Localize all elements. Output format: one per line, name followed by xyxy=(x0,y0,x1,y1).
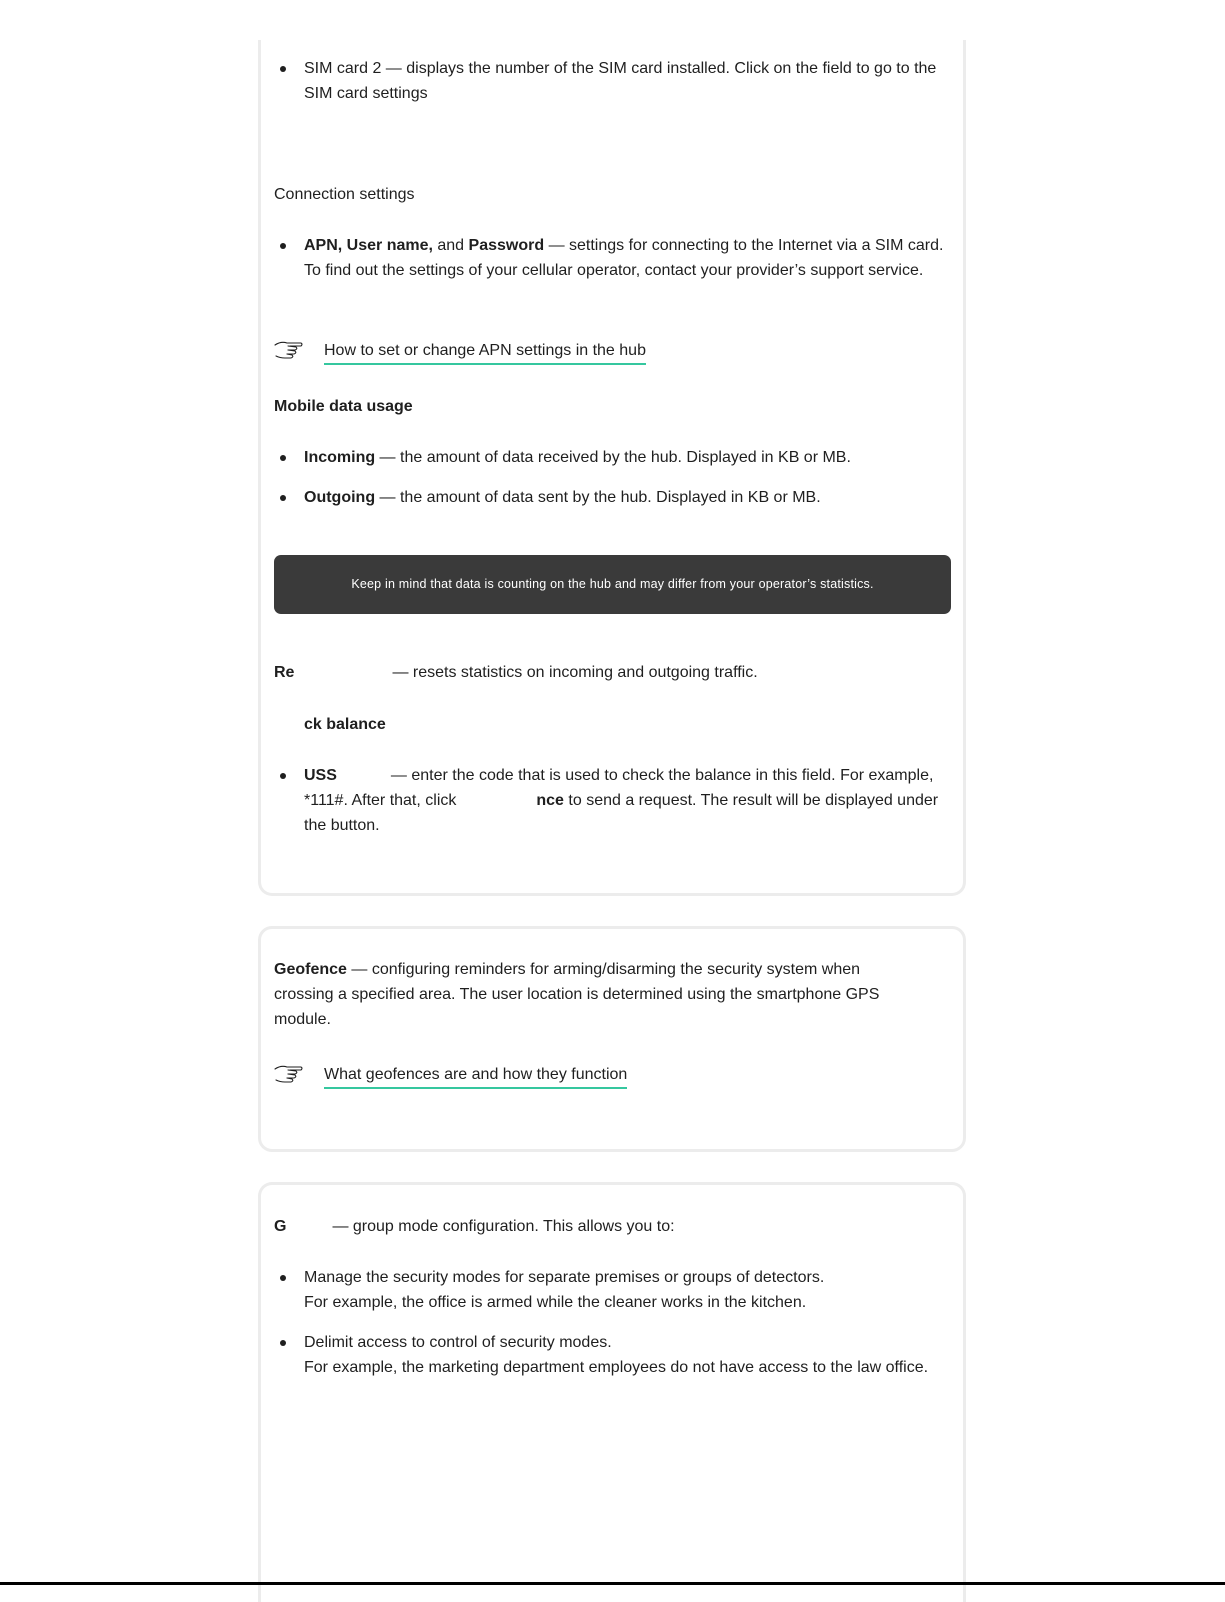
incoming-description: — the amount of data received by the hub. Displayed in KB or MB. xyxy=(375,449,851,466)
delimit-access-example: For example, the marketing department employees do not have access to the law office. xyxy=(304,1359,929,1376)
bullet-icon xyxy=(280,243,286,249)
reset-label: Re xyxy=(274,664,295,681)
bullet-icon xyxy=(280,495,286,501)
reset-statistics-row xyxy=(274,660,758,685)
sim2-description: — displays the number of the SIM card installed. Click on the field to go to the SIM card settings xyxy=(304,60,937,102)
ussd-description: — enter the code that is used to check the balance in this field. For example, *111#. After that, click xyxy=(304,767,934,809)
geofence-paragraph xyxy=(274,957,924,1032)
apn-settings-link[interactable]: How to set or change APN settings in the hub xyxy=(324,338,646,365)
bullet-icon xyxy=(280,773,286,779)
manage-modes-text: Manage the security modes for separate premises or groups of detectors. xyxy=(304,1269,825,1286)
bullet-icon xyxy=(280,1275,286,1281)
incoming-label: Incoming xyxy=(304,449,376,466)
mobile-data-usage-heading: Mobile data usage xyxy=(274,398,413,415)
pointing-hand-icon xyxy=(274,338,304,364)
ussd-description-end: to send a request. The result will be displayed under the button. xyxy=(304,792,939,834)
groups-card xyxy=(258,1182,966,1602)
geofence-link[interactable]: What geofences are and how they function xyxy=(324,1062,627,1089)
reset-description: — resets statistics on incoming and outgoing traffic. xyxy=(392,664,758,681)
apn-and: and xyxy=(432,237,469,254)
delimit-access-text: Delimit access to control of security modes. xyxy=(304,1334,612,1351)
pointing-hand-icon xyxy=(274,1062,304,1088)
bullet-icon xyxy=(280,455,286,461)
connection-settings-heading: Connection settings xyxy=(274,186,415,203)
groups-description: — group mode configuration. This allows you to: xyxy=(332,1218,675,1235)
manage-modes-example: For example, the office is armed while the cleaner works in the kitchen. xyxy=(304,1294,807,1311)
geofence-label: Geofence xyxy=(274,961,347,978)
groups-paragraph xyxy=(274,1214,675,1239)
outgoing-label: Outgoing xyxy=(304,489,376,506)
sim2-label: SIM card 2 xyxy=(304,60,382,77)
groups-label: G xyxy=(274,1218,287,1235)
apn-description: — settings for connecting to the Internet via a SIM card. To find out the settings of your cellular operator, contact your provider’s support service. xyxy=(304,237,944,279)
outgoing-description: — the amount of data sent by the hub. Displayed in KB or MB. xyxy=(375,489,821,506)
apn-link-row[interactable] xyxy=(274,338,674,366)
bullet-icon xyxy=(280,1340,286,1346)
ussd-label: USS xyxy=(304,767,337,784)
check-balance-heading: ck balance xyxy=(304,716,386,733)
data-usage-note: Keep in mind that data is counting on the hub and may differ from your operator’s statistics. xyxy=(274,555,951,614)
check-balance-button-label: nce xyxy=(536,792,564,809)
geofence-link-row[interactable] xyxy=(274,1062,674,1090)
password-label: Password xyxy=(468,237,545,254)
geofence-description: — configuring reminders for arming/disarming the security system when crossing a specified area. The user location is determined using the smartphone GPS module. xyxy=(274,961,880,1028)
bullet-icon xyxy=(280,66,286,72)
apn-label: APN, User name, xyxy=(304,237,433,254)
